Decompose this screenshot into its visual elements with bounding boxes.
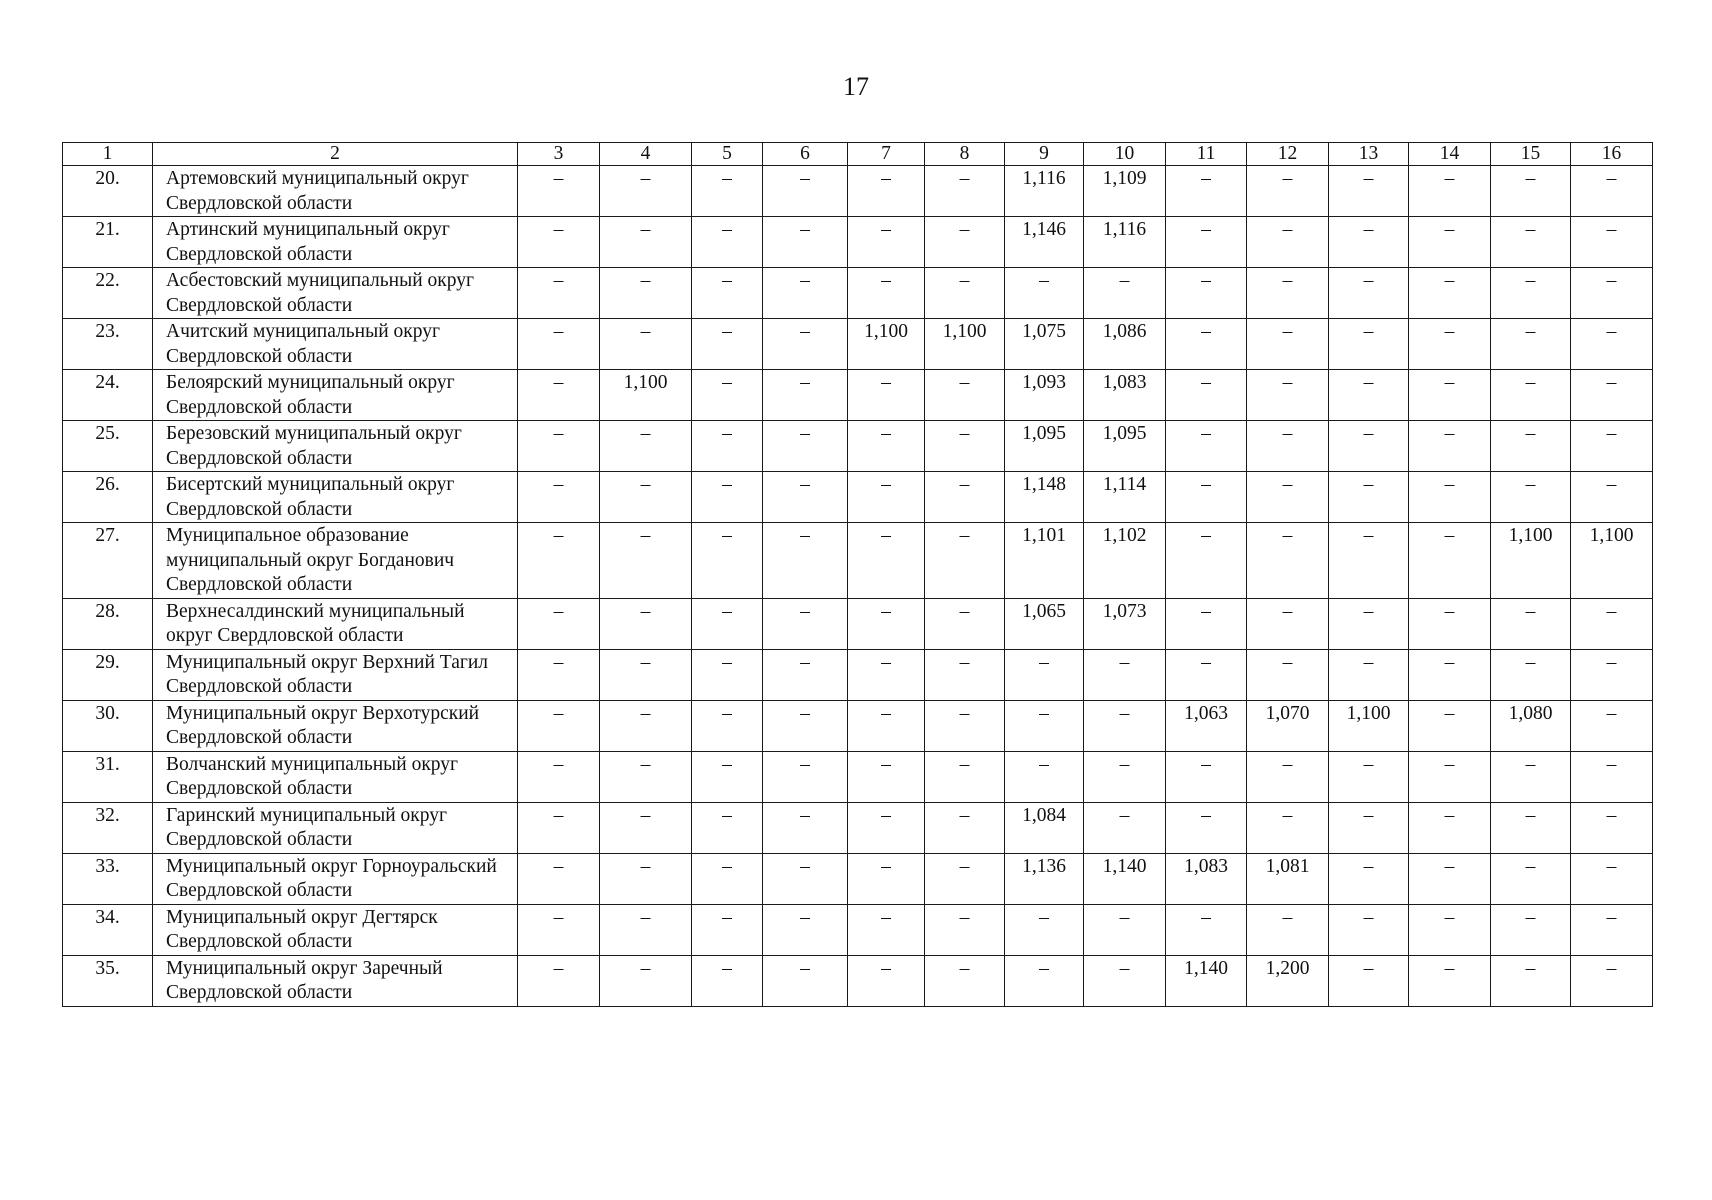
row-number: 34. <box>63 904 153 955</box>
value-cell-col-3: – <box>518 370 600 421</box>
value-cell-col-9: 1,075 <box>1005 319 1084 370</box>
table-row <box>63 700 1653 751</box>
value-cell-col-5: – <box>692 802 763 853</box>
table-row <box>63 751 1653 802</box>
value-cell-col-13: – <box>1329 421 1409 472</box>
municipality-name: Муниципальный округ Дегтярск Свердловской области <box>153 904 518 955</box>
value-cell-col-9: 1,136 <box>1005 853 1084 904</box>
value-cell-col-9: – <box>1005 751 1084 802</box>
value-cell-col-13: – <box>1329 319 1409 370</box>
value-cell-col-4: – <box>600 955 692 1006</box>
municipality-name: Муниципальное образование муниципальный округ Богданович Свердловской области <box>153 523 518 599</box>
table-row <box>63 523 1653 599</box>
value-cell-col-6: – <box>763 700 848 751</box>
value-cell-col-11: – <box>1166 319 1247 370</box>
value-cell-col-7: – <box>848 955 925 1006</box>
column-header-1: 1 <box>63 143 153 166</box>
table-row <box>63 268 1653 319</box>
value-cell-col-10: – <box>1084 751 1166 802</box>
municipality-name: Муниципальный округ Заречный Свердловской области <box>153 955 518 1006</box>
value-cell-col-11: – <box>1166 421 1247 472</box>
value-cell-col-13: – <box>1329 904 1409 955</box>
value-cell-col-11: 1,083 <box>1166 853 1247 904</box>
row-number: 28. <box>63 598 153 649</box>
column-header-6: 6 <box>763 143 848 166</box>
value-cell-col-14: – <box>1409 649 1491 700</box>
value-cell-col-6: – <box>763 472 848 523</box>
value-cell-col-7: – <box>848 472 925 523</box>
value-cell-col-4: – <box>600 166 692 217</box>
value-cell-col-8: – <box>925 598 1005 649</box>
row-number: 27. <box>63 523 153 599</box>
row-number: 30. <box>63 700 153 751</box>
value-cell-col-3: – <box>518 649 600 700</box>
value-cell-col-15: – <box>1491 370 1571 421</box>
column-header-4: 4 <box>600 143 692 166</box>
table-row <box>63 370 1653 421</box>
row-number: 24. <box>63 370 153 421</box>
value-cell-col-7: – <box>848 268 925 319</box>
value-cell-col-14: – <box>1409 370 1491 421</box>
page-number: 17 <box>843 72 869 101</box>
value-cell-col-11: – <box>1166 523 1247 599</box>
value-cell-col-3: – <box>518 598 600 649</box>
value-cell-col-14: – <box>1409 853 1491 904</box>
value-cell-col-12: – <box>1247 217 1329 268</box>
value-cell-col-4: – <box>600 904 692 955</box>
value-cell-col-7: – <box>848 700 925 751</box>
municipality-name: Муниципальный округ Верхотурский Свердловской области <box>153 700 518 751</box>
value-cell-col-5: – <box>692 523 763 599</box>
value-cell-col-7: – <box>848 217 925 268</box>
value-cell-col-5: – <box>692 598 763 649</box>
value-cell-col-13: – <box>1329 166 1409 217</box>
value-cell-col-7: – <box>848 853 925 904</box>
value-cell-col-15: – <box>1491 319 1571 370</box>
value-cell-col-14: – <box>1409 523 1491 599</box>
value-cell-col-3: – <box>518 217 600 268</box>
column-header-16: 16 <box>1571 143 1653 166</box>
value-cell-col-12: – <box>1247 802 1329 853</box>
municipality-name: Верхнесалдинский муниципальный округ Свердловской области <box>153 598 518 649</box>
column-header-11: 11 <box>1166 143 1247 166</box>
row-number: 32. <box>63 802 153 853</box>
value-cell-col-9: – <box>1005 649 1084 700</box>
value-cell-col-3: – <box>518 523 600 599</box>
value-cell-col-10: 1,114 <box>1084 472 1166 523</box>
value-cell-col-9: 1,146 <box>1005 217 1084 268</box>
value-cell-col-7: – <box>848 598 925 649</box>
value-cell-col-11: – <box>1166 751 1247 802</box>
value-cell-col-6: – <box>763 853 848 904</box>
value-cell-col-16: – <box>1571 166 1653 217</box>
value-cell-col-5: – <box>692 853 763 904</box>
value-cell-col-4: – <box>600 751 692 802</box>
value-cell-col-4: – <box>600 649 692 700</box>
value-cell-col-16: – <box>1571 853 1653 904</box>
table-row <box>63 802 1653 853</box>
value-cell-col-11: – <box>1166 598 1247 649</box>
value-cell-col-12: – <box>1247 649 1329 700</box>
value-cell-col-7: – <box>848 421 925 472</box>
value-cell-col-11: 1,140 <box>1166 955 1247 1006</box>
value-cell-col-13: – <box>1329 649 1409 700</box>
value-cell-col-7: – <box>848 904 925 955</box>
column-header-2: 2 <box>153 143 518 166</box>
value-cell-col-10: 1,095 <box>1084 421 1166 472</box>
value-cell-col-4: – <box>600 217 692 268</box>
value-cell-col-10: 1,109 <box>1084 166 1166 217</box>
value-cell-col-4: – <box>600 802 692 853</box>
value-cell-col-16: – <box>1571 700 1653 751</box>
value-cell-col-12: – <box>1247 751 1329 802</box>
row-number: 20. <box>63 166 153 217</box>
value-cell-col-7: 1,100 <box>848 319 925 370</box>
value-cell-col-13: – <box>1329 853 1409 904</box>
value-cell-col-3: – <box>518 472 600 523</box>
value-cell-col-8: – <box>925 802 1005 853</box>
value-cell-col-8: – <box>925 268 1005 319</box>
municipality-name: Артинский муниципальный округ Свердловской области <box>153 217 518 268</box>
value-cell-col-15: – <box>1491 598 1571 649</box>
value-cell-col-7: – <box>848 166 925 217</box>
value-cell-col-15: – <box>1491 472 1571 523</box>
value-cell-col-15: – <box>1491 802 1571 853</box>
value-cell-col-11: – <box>1166 472 1247 523</box>
table-row <box>63 421 1653 472</box>
municipality-name: Муниципальный округ Верхний Тагил Свердловской области <box>153 649 518 700</box>
value-cell-col-12: – <box>1247 268 1329 319</box>
value-cell-col-13: – <box>1329 751 1409 802</box>
column-header-8: 8 <box>925 143 1005 166</box>
value-cell-col-6: – <box>763 649 848 700</box>
value-cell-col-3: – <box>518 319 600 370</box>
value-cell-col-15: – <box>1491 649 1571 700</box>
value-cell-col-16: – <box>1571 472 1653 523</box>
municipality-name: Муниципальный округ Горноуральский Свердловской области <box>153 853 518 904</box>
value-cell-col-4: – <box>600 472 692 523</box>
row-number: 22. <box>63 268 153 319</box>
row-number: 29. <box>63 649 153 700</box>
value-cell-col-16: – <box>1571 421 1653 472</box>
value-cell-col-14: – <box>1409 700 1491 751</box>
value-cell-col-16: – <box>1571 955 1653 1006</box>
value-cell-col-9: 1,065 <box>1005 598 1084 649</box>
table-row <box>63 955 1653 1006</box>
value-cell-col-6: – <box>763 268 848 319</box>
column-header-3: 3 <box>518 143 600 166</box>
value-cell-col-13: – <box>1329 523 1409 599</box>
value-cell-col-5: – <box>692 268 763 319</box>
value-cell-col-13: – <box>1329 268 1409 319</box>
value-cell-col-7: – <box>848 802 925 853</box>
value-cell-col-12: – <box>1247 370 1329 421</box>
value-cell-col-6: – <box>763 319 848 370</box>
value-cell-col-4: – <box>600 268 692 319</box>
value-cell-col-6: – <box>763 598 848 649</box>
value-cell-col-4: – <box>600 523 692 599</box>
value-cell-col-9: – <box>1005 904 1084 955</box>
column-header-7: 7 <box>848 143 925 166</box>
value-cell-col-11: 1,063 <box>1166 700 1247 751</box>
value-cell-col-12: – <box>1247 598 1329 649</box>
value-cell-col-8: – <box>925 217 1005 268</box>
row-number: 31. <box>63 751 153 802</box>
value-cell-col-7: – <box>848 370 925 421</box>
municipality-name: Белоярский муниципальный округ Свердловской области <box>153 370 518 421</box>
value-cell-col-10: 1,140 <box>1084 853 1166 904</box>
value-cell-col-9: 1,116 <box>1005 166 1084 217</box>
value-cell-col-16: – <box>1571 649 1653 700</box>
value-cell-col-8: – <box>925 751 1005 802</box>
value-cell-col-5: – <box>692 166 763 217</box>
value-cell-col-5: – <box>692 472 763 523</box>
value-cell-col-11: – <box>1166 217 1247 268</box>
table-row <box>63 166 1653 217</box>
value-cell-col-8: – <box>925 649 1005 700</box>
row-number: 23. <box>63 319 153 370</box>
municipality-name: Артемовский муниципальный округ Свердловской области <box>153 166 518 217</box>
value-cell-col-12: – <box>1247 472 1329 523</box>
table-row <box>63 217 1653 268</box>
value-cell-col-14: – <box>1409 421 1491 472</box>
value-cell-col-13: 1,100 <box>1329 700 1409 751</box>
value-cell-col-15: – <box>1491 751 1571 802</box>
value-cell-col-3: – <box>518 802 600 853</box>
value-cell-col-16: – <box>1571 802 1653 853</box>
value-cell-col-9: 1,101 <box>1005 523 1084 599</box>
value-cell-col-4: 1,100 <box>600 370 692 421</box>
value-cell-col-6: – <box>763 955 848 1006</box>
value-cell-col-11: – <box>1166 268 1247 319</box>
value-cell-col-9: 1,148 <box>1005 472 1084 523</box>
value-cell-col-6: – <box>763 217 848 268</box>
municipality-name: Волчанский муниципальный округ Свердловской области <box>153 751 518 802</box>
value-cell-col-15: – <box>1491 904 1571 955</box>
value-cell-col-12: – <box>1247 166 1329 217</box>
value-cell-col-3: – <box>518 853 600 904</box>
value-cell-col-8: – <box>925 700 1005 751</box>
value-cell-col-5: – <box>692 217 763 268</box>
value-cell-col-4: – <box>600 853 692 904</box>
value-cell-col-9: 1,084 <box>1005 802 1084 853</box>
value-cell-col-14: – <box>1409 802 1491 853</box>
value-cell-col-9: – <box>1005 700 1084 751</box>
value-cell-col-10: – <box>1084 904 1166 955</box>
row-number: 25. <box>63 421 153 472</box>
value-cell-col-8: 1,100 <box>925 319 1005 370</box>
value-cell-col-12: 1,070 <box>1247 700 1329 751</box>
column-header-14: 14 <box>1409 143 1491 166</box>
value-cell-col-10: 1,116 <box>1084 217 1166 268</box>
value-cell-col-16: – <box>1571 319 1653 370</box>
value-cell-col-10: – <box>1084 955 1166 1006</box>
value-cell-col-12: – <box>1247 421 1329 472</box>
value-cell-col-3: – <box>518 421 600 472</box>
value-cell-col-9: 1,095 <box>1005 421 1084 472</box>
value-cell-col-4: – <box>600 700 692 751</box>
value-cell-col-16: – <box>1571 217 1653 268</box>
value-cell-col-8: – <box>925 955 1005 1006</box>
value-cell-col-14: – <box>1409 217 1491 268</box>
value-cell-col-12: – <box>1247 904 1329 955</box>
column-header-5: 5 <box>692 143 763 166</box>
value-cell-col-12: 1,200 <box>1247 955 1329 1006</box>
coefficients-table <box>62 142 1653 1007</box>
value-cell-col-11: – <box>1166 649 1247 700</box>
value-cell-col-15: 1,100 <box>1491 523 1571 599</box>
value-cell-col-16: – <box>1571 598 1653 649</box>
table-row <box>63 598 1653 649</box>
value-cell-col-14: – <box>1409 751 1491 802</box>
value-cell-col-5: – <box>692 751 763 802</box>
column-header-10: 10 <box>1084 143 1166 166</box>
value-cell-col-16: – <box>1571 370 1653 421</box>
value-cell-col-14: – <box>1409 598 1491 649</box>
municipality-name: Гаринский муниципальный округ Свердловской области <box>153 802 518 853</box>
value-cell-col-3: – <box>518 268 600 319</box>
value-cell-col-11: – <box>1166 166 1247 217</box>
value-cell-col-9: – <box>1005 268 1084 319</box>
value-cell-col-16: – <box>1571 268 1653 319</box>
value-cell-col-4: – <box>600 598 692 649</box>
value-cell-col-12: – <box>1247 319 1329 370</box>
value-cell-col-12: 1,081 <box>1247 853 1329 904</box>
value-cell-col-12: – <box>1247 523 1329 599</box>
value-cell-col-8: – <box>925 472 1005 523</box>
value-cell-col-8: – <box>925 853 1005 904</box>
value-cell-col-10: – <box>1084 700 1166 751</box>
value-cell-col-13: – <box>1329 217 1409 268</box>
table-header-row <box>63 143 1653 166</box>
value-cell-col-5: – <box>692 955 763 1006</box>
municipality-name: Асбестовский муниципальный округ Свердловской области <box>153 268 518 319</box>
value-cell-col-14: – <box>1409 904 1491 955</box>
value-cell-col-11: – <box>1166 802 1247 853</box>
value-cell-col-14: – <box>1409 472 1491 523</box>
value-cell-col-11: – <box>1166 904 1247 955</box>
municipality-name: Ачитский муниципальный округ Свердловской области <box>153 319 518 370</box>
value-cell-col-3: – <box>518 166 600 217</box>
value-cell-col-6: – <box>763 904 848 955</box>
value-cell-col-5: – <box>692 700 763 751</box>
value-cell-col-9: – <box>1005 955 1084 1006</box>
row-number: 33. <box>63 853 153 904</box>
value-cell-col-5: – <box>692 319 763 370</box>
value-cell-col-16: – <box>1571 751 1653 802</box>
table-body <box>63 143 1653 1007</box>
value-cell-col-5: – <box>692 421 763 472</box>
column-header-9: 9 <box>1005 143 1084 166</box>
value-cell-col-16: 1,100 <box>1571 523 1653 599</box>
value-cell-col-5: – <box>692 649 763 700</box>
value-cell-col-10: 1,083 <box>1084 370 1166 421</box>
municipality-name: Березовский муниципальный округ Свердловской области <box>153 421 518 472</box>
value-cell-col-8: – <box>925 523 1005 599</box>
table-row <box>63 649 1653 700</box>
table-row <box>63 472 1653 523</box>
value-cell-col-13: – <box>1329 472 1409 523</box>
value-cell-col-6: – <box>763 751 848 802</box>
value-cell-col-7: – <box>848 751 925 802</box>
municipality-name: Бисертский муниципальный округ Свердловской области <box>153 472 518 523</box>
row-number: 35. <box>63 955 153 1006</box>
value-cell-col-3: – <box>518 955 600 1006</box>
column-header-15: 15 <box>1491 143 1571 166</box>
column-header-13: 13 <box>1329 143 1409 166</box>
value-cell-col-10: – <box>1084 802 1166 853</box>
value-cell-col-15: – <box>1491 166 1571 217</box>
table-row <box>63 853 1653 904</box>
value-cell-col-6: – <box>763 370 848 421</box>
value-cell-col-4: – <box>600 421 692 472</box>
value-cell-col-13: – <box>1329 370 1409 421</box>
value-cell-col-6: – <box>763 802 848 853</box>
value-cell-col-15: – <box>1491 217 1571 268</box>
value-cell-col-7: – <box>848 523 925 599</box>
value-cell-col-7: – <box>848 649 925 700</box>
value-cell-col-13: – <box>1329 802 1409 853</box>
value-cell-col-4: – <box>600 319 692 370</box>
row-number: 21. <box>63 217 153 268</box>
value-cell-col-6: – <box>763 421 848 472</box>
column-header-12: 12 <box>1247 143 1329 166</box>
value-cell-col-8: – <box>925 166 1005 217</box>
value-cell-col-8: – <box>925 421 1005 472</box>
value-cell-col-15: – <box>1491 955 1571 1006</box>
value-cell-col-10: 1,086 <box>1084 319 1166 370</box>
value-cell-col-14: – <box>1409 319 1491 370</box>
value-cell-col-3: – <box>518 904 600 955</box>
row-number: 26. <box>63 472 153 523</box>
value-cell-col-8: – <box>925 904 1005 955</box>
value-cell-col-9: 1,093 <box>1005 370 1084 421</box>
value-cell-col-14: – <box>1409 166 1491 217</box>
value-cell-col-6: – <box>763 166 848 217</box>
value-cell-col-13: – <box>1329 955 1409 1006</box>
value-cell-col-15: – <box>1491 853 1571 904</box>
value-cell-col-15: 1,080 <box>1491 700 1571 751</box>
value-cell-col-8: – <box>925 370 1005 421</box>
value-cell-col-14: – <box>1409 268 1491 319</box>
value-cell-col-15: – <box>1491 421 1571 472</box>
value-cell-col-5: – <box>692 370 763 421</box>
value-cell-col-10: – <box>1084 649 1166 700</box>
value-cell-col-3: – <box>518 751 600 802</box>
value-cell-col-5: – <box>692 904 763 955</box>
value-cell-col-10: 1,102 <box>1084 523 1166 599</box>
value-cell-col-16: – <box>1571 904 1653 955</box>
value-cell-col-6: – <box>763 523 848 599</box>
value-cell-col-13: – <box>1329 598 1409 649</box>
value-cell-col-10: 1,073 <box>1084 598 1166 649</box>
value-cell-col-3: – <box>518 700 600 751</box>
table-row <box>63 319 1653 370</box>
value-cell-col-11: – <box>1166 370 1247 421</box>
table-row <box>63 904 1653 955</box>
value-cell-col-10: – <box>1084 268 1166 319</box>
value-cell-col-14: – <box>1409 955 1491 1006</box>
value-cell-col-15: – <box>1491 268 1571 319</box>
